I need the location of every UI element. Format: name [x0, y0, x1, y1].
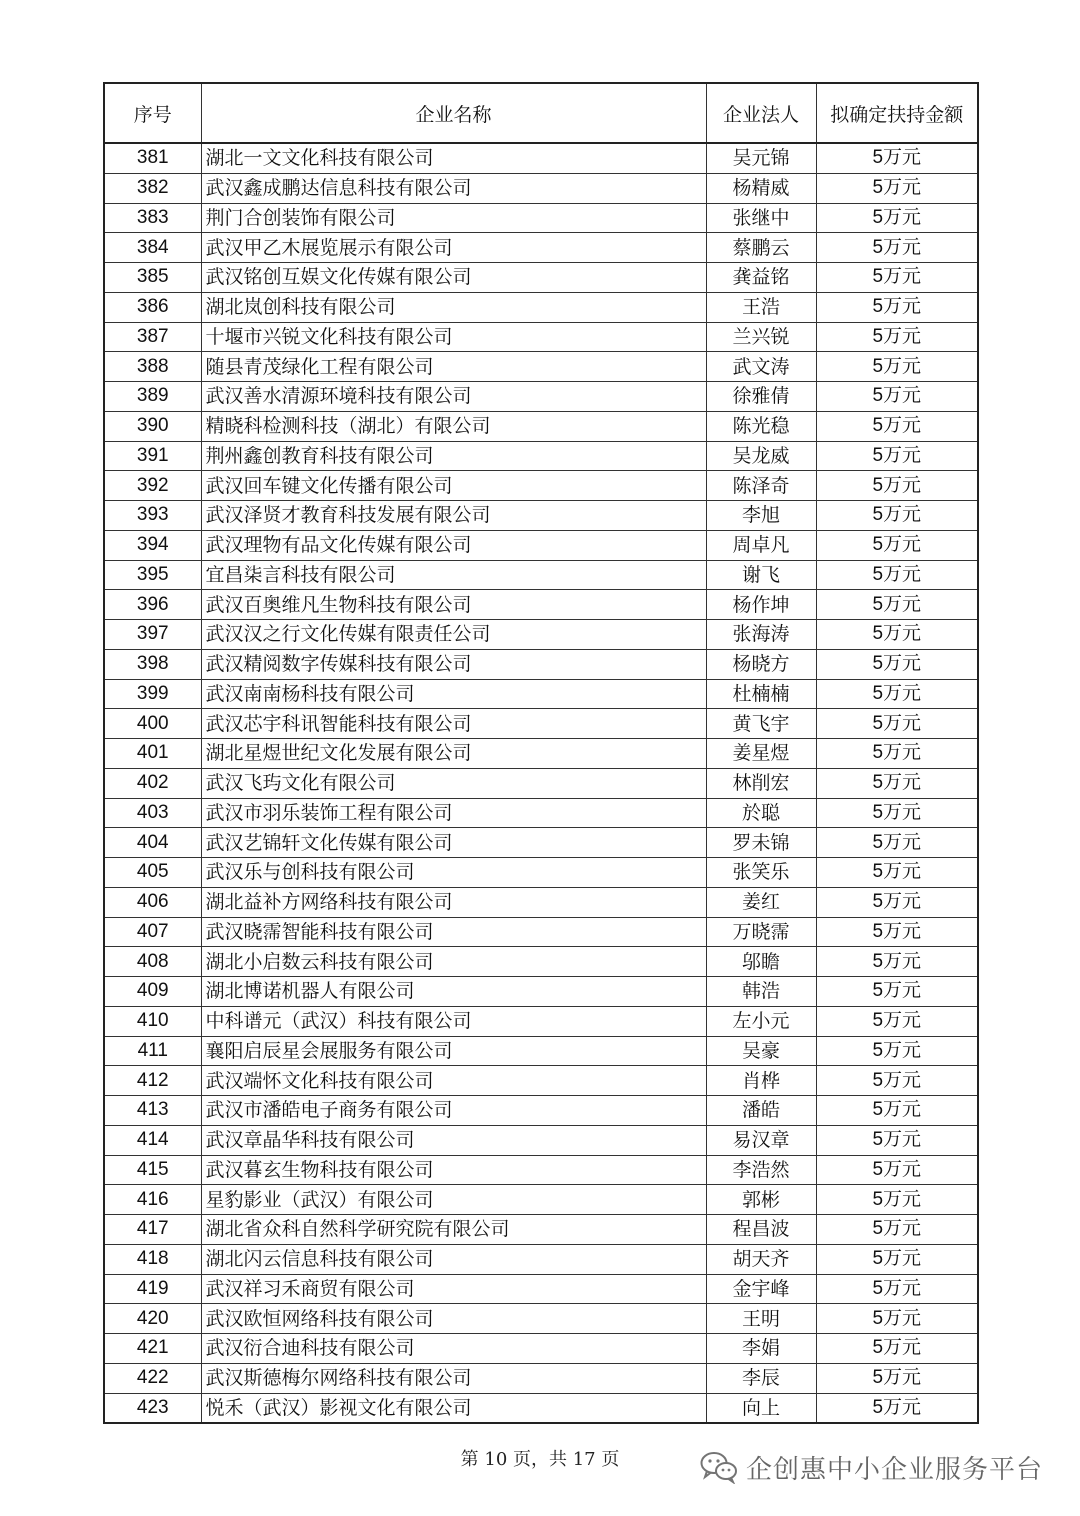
cell-serial-number: 394: [104, 530, 201, 560]
table-row: [104, 947, 978, 977]
header-serial-number: 序号: [104, 83, 201, 143]
cell-legal-representative: 杨作坤: [706, 590, 816, 620]
cell-serial-number: 393: [104, 501, 201, 531]
cell-company-name: 湖北小启数云科技有限公司: [201, 947, 706, 977]
cell-serial-number: 399: [104, 679, 201, 709]
cell-support-amount: 5万元: [816, 1363, 978, 1393]
cell-company-name: 武汉欧恒网络科技有限公司: [201, 1304, 706, 1334]
cell-legal-representative: 张海涛: [706, 620, 816, 650]
cell-company-name: 湖北博诺机器人有限公司: [201, 977, 706, 1007]
cell-company-name: 湖北岚创科技有限公司: [201, 292, 706, 322]
cell-legal-representative: 金宇峰: [706, 1274, 816, 1304]
header-company-name: 企业名称: [201, 83, 706, 143]
cell-legal-representative: 向上: [706, 1393, 816, 1423]
cell-support-amount: 5万元: [816, 1185, 978, 1215]
watermark: [700, 1447, 1043, 1487]
cell-company-name: 武汉芯宇科讯智能科技有限公司: [201, 709, 706, 739]
cell-legal-representative: 李旭: [706, 501, 816, 531]
cell-legal-representative: 邬瞻: [706, 947, 816, 977]
cell-company-name: 武汉南南杨科技有限公司: [201, 679, 706, 709]
table-row: [104, 501, 978, 531]
table-row: [104, 679, 978, 709]
cell-legal-representative: 王浩: [706, 292, 816, 322]
cell-support-amount: 5万元: [816, 411, 978, 441]
cell-company-name: 星豹影业（武汉）有限公司: [201, 1185, 706, 1215]
cell-legal-representative: 黄飞宇: [706, 709, 816, 739]
cell-company-name: 湖北星煜世纪文化发展有限公司: [201, 739, 706, 769]
cell-serial-number: 413: [104, 1096, 201, 1126]
cell-company-name: 武汉百奥维凡生物科技有限公司: [201, 590, 706, 620]
cell-support-amount: 5万元: [816, 1274, 978, 1304]
table-row: [104, 590, 978, 620]
cell-serial-number: 406: [104, 887, 201, 917]
cell-legal-representative: 吴元锦: [706, 143, 816, 173]
cell-legal-representative: 万晓霈: [706, 917, 816, 947]
table-row: [104, 1185, 978, 1215]
cell-serial-number: 410: [104, 1006, 201, 1036]
cell-serial-number: 386: [104, 292, 201, 322]
cell-company-name: 荆州鑫创教育科技有限公司: [201, 441, 706, 471]
cell-legal-representative: 周卓凡: [706, 530, 816, 560]
table-header-row: [104, 83, 978, 143]
table-row: [104, 977, 978, 1007]
cell-support-amount: 5万元: [816, 1125, 978, 1155]
cell-legal-representative: 李浩然: [706, 1155, 816, 1185]
table-row: [104, 649, 978, 679]
cell-company-name: 武汉鑫成鹏达信息科技有限公司: [201, 173, 706, 203]
cell-company-name: 武汉衍合迪科技有限公司: [201, 1334, 706, 1364]
table-row: [104, 1125, 978, 1155]
cell-support-amount: 5万元: [816, 768, 978, 798]
cell-company-name: 武汉汉之行文化传媒有限责任公司: [201, 620, 706, 650]
cell-legal-representative: 杨精威: [706, 173, 816, 203]
cell-company-name: 武汉甲乙木展览展示有限公司: [201, 233, 706, 263]
cell-support-amount: 5万元: [816, 322, 978, 352]
cell-serial-number: 389: [104, 382, 201, 412]
cell-company-name: 武汉端怀文化科技有限公司: [201, 1066, 706, 1096]
cell-support-amount: 5万元: [816, 947, 978, 977]
table-row: [104, 887, 978, 917]
cell-serial-number: 408: [104, 947, 201, 977]
cell-legal-representative: 李辰: [706, 1363, 816, 1393]
cell-serial-number: 391: [104, 441, 201, 471]
cell-support-amount: 5万元: [816, 173, 978, 203]
cell-legal-representative: 谢飞: [706, 560, 816, 590]
cell-company-name: 武汉善水清源环境科技有限公司: [201, 382, 706, 412]
cell-legal-representative: 姜星煜: [706, 739, 816, 769]
cell-company-name: 武汉理物有品文化传媒有限公司: [201, 530, 706, 560]
cell-company-name: 武汉市潘皓电子商务有限公司: [201, 1096, 706, 1126]
cell-serial-number: 416: [104, 1185, 201, 1215]
table-row: [104, 858, 978, 888]
table-row: [104, 620, 978, 650]
cell-legal-representative: 於聪: [706, 798, 816, 828]
cell-company-name: 武汉回车键文化传播有限公司: [201, 471, 706, 501]
cell-support-amount: 5万元: [816, 887, 978, 917]
cell-serial-number: 390: [104, 411, 201, 441]
cell-company-name: 武汉铭创互娱文化传媒有限公司: [201, 263, 706, 293]
cell-serial-number: 418: [104, 1244, 201, 1274]
cell-serial-number: 382: [104, 173, 201, 203]
table-row: [104, 263, 978, 293]
table-row: [104, 530, 978, 560]
cell-company-name: 悦禾（武汉）影视文化有限公司: [201, 1393, 706, 1423]
table-row: [104, 173, 978, 203]
table-row: [104, 1274, 978, 1304]
table-row: [104, 1155, 978, 1185]
cell-support-amount: 5万元: [816, 1036, 978, 1066]
cell-legal-representative: 吴豪: [706, 1036, 816, 1066]
cell-company-name: 宜昌柒言科技有限公司: [201, 560, 706, 590]
cell-company-name: 湖北闪云信息科技有限公司: [201, 1244, 706, 1274]
cell-support-amount: 5万元: [816, 1393, 978, 1423]
cell-serial-number: 395: [104, 560, 201, 590]
table-row: [104, 828, 978, 858]
cell-legal-representative: 王明: [706, 1304, 816, 1334]
table-row: [104, 1393, 978, 1423]
cell-company-name: 武汉泽贤才教育科技发展有限公司: [201, 501, 706, 531]
cell-serial-number: 392: [104, 471, 201, 501]
cell-support-amount: 5万元: [816, 1006, 978, 1036]
cell-company-name: 武汉飞玙文化有限公司: [201, 768, 706, 798]
cell-serial-number: 421: [104, 1334, 201, 1364]
table-row: [104, 560, 978, 590]
cell-company-name: 湖北一文文化科技有限公司: [201, 143, 706, 173]
cell-serial-number: 402: [104, 768, 201, 798]
table-row: [104, 233, 978, 263]
cell-company-name: 武汉市羽乐装饰工程有限公司: [201, 798, 706, 828]
cell-legal-representative: 韩浩: [706, 977, 816, 1007]
cell-company-name: 武汉精阅数字传媒科技有限公司: [201, 649, 706, 679]
cell-support-amount: 5万元: [816, 977, 978, 1007]
cell-support-amount: 5万元: [816, 143, 978, 173]
cell-serial-number: 404: [104, 828, 201, 858]
cell-support-amount: 5万元: [816, 530, 978, 560]
cell-support-amount: 5万元: [816, 858, 978, 888]
cell-legal-representative: 程昌波: [706, 1215, 816, 1245]
cell-company-name: 中科谱元（武汉）科技有限公司: [201, 1006, 706, 1036]
table-row: [104, 1304, 978, 1334]
cell-support-amount: 5万元: [816, 1304, 978, 1334]
table-row: [104, 352, 978, 382]
cell-support-amount: 5万元: [816, 917, 978, 947]
cell-company-name: 湖北省众科自然科学研究院有限公司: [201, 1215, 706, 1245]
cell-support-amount: 5万元: [816, 1155, 978, 1185]
cell-serial-number: 422: [104, 1363, 201, 1393]
cell-serial-number: 396: [104, 590, 201, 620]
cell-legal-representative: 杜楠楠: [706, 679, 816, 709]
table-row: [104, 1006, 978, 1036]
table-row: [104, 768, 978, 798]
table-row: [104, 143, 978, 173]
table-row: [104, 203, 978, 233]
cell-serial-number: 384: [104, 233, 201, 263]
cell-serial-number: 381: [104, 143, 201, 173]
cell-support-amount: 5万元: [816, 709, 978, 739]
cell-company-name: 襄阳启辰星会展服务有限公司: [201, 1036, 706, 1066]
enterprise-list-table: [103, 82, 979, 1424]
cell-support-amount: 5万元: [816, 501, 978, 531]
table-row: [104, 1363, 978, 1393]
cell-serial-number: 385: [104, 263, 201, 293]
cell-legal-representative: 龚益铭: [706, 263, 816, 293]
cell-support-amount: 5万元: [816, 739, 978, 769]
cell-serial-number: 417: [104, 1215, 201, 1245]
cell-support-amount: 5万元: [816, 620, 978, 650]
cell-support-amount: 5万元: [816, 292, 978, 322]
cell-support-amount: 5万元: [816, 560, 978, 590]
table-row: [104, 1096, 978, 1126]
table-row: [104, 739, 978, 769]
cell-legal-representative: 陈光稳: [706, 411, 816, 441]
cell-legal-representative: 吴龙威: [706, 441, 816, 471]
cell-serial-number: 398: [104, 649, 201, 679]
cell-support-amount: 5万元: [816, 233, 978, 263]
cell-company-name: 武汉斯德梅尔网络科技有限公司: [201, 1363, 706, 1393]
header-support-amount: 拟确定扶持金额: [816, 83, 978, 143]
table-row: [104, 1244, 978, 1274]
table-row: [104, 1215, 978, 1245]
cell-company-name: 武汉暮玄生物科技有限公司: [201, 1155, 706, 1185]
cell-legal-representative: 陈泽奇: [706, 471, 816, 501]
cell-serial-number: 383: [104, 203, 201, 233]
cell-support-amount: 5万元: [816, 649, 978, 679]
cell-legal-representative: 张笑乐: [706, 858, 816, 888]
cell-support-amount: 5万元: [816, 1334, 978, 1364]
cell-legal-representative: 杨晓方: [706, 649, 816, 679]
wechat-icon: [700, 1450, 738, 1484]
table-row: [104, 411, 978, 441]
table-row: [104, 441, 978, 471]
cell-legal-representative: 易汉章: [706, 1125, 816, 1155]
cell-company-name: 湖北益补方网络科技有限公司: [201, 887, 706, 917]
cell-legal-representative: 罗未锦: [706, 828, 816, 858]
cell-company-name: 十堰市兴锐文化科技有限公司: [201, 322, 706, 352]
cell-legal-representative: 武文涛: [706, 352, 816, 382]
cell-legal-representative: 郭彬: [706, 1185, 816, 1215]
table-row: [104, 798, 978, 828]
table-row: [104, 1036, 978, 1066]
cell-support-amount: 5万元: [816, 1215, 978, 1245]
cell-support-amount: 5万元: [816, 382, 978, 412]
table-row: [104, 1066, 978, 1096]
cell-serial-number: 414: [104, 1125, 201, 1155]
cell-serial-number: 387: [104, 322, 201, 352]
cell-serial-number: 403: [104, 798, 201, 828]
table-body: [104, 143, 978, 1423]
cell-company-name: 随县青茂绿化工程有限公司: [201, 352, 706, 382]
cell-support-amount: 5万元: [816, 590, 978, 620]
cell-legal-representative: 姜红: [706, 887, 816, 917]
table-row: [104, 382, 978, 412]
table-row: [104, 709, 978, 739]
cell-legal-representative: 李娟: [706, 1334, 816, 1364]
cell-support-amount: 5万元: [816, 441, 978, 471]
cell-serial-number: 407: [104, 917, 201, 947]
page-number-text: 第 10 页，共 17 页: [460, 1449, 620, 1470]
cell-serial-number: 423: [104, 1393, 201, 1423]
cell-serial-number: 420: [104, 1304, 201, 1334]
cell-serial-number: 411: [104, 1036, 201, 1066]
cell-legal-representative: 胡天齐: [706, 1244, 816, 1274]
cell-serial-number: 400: [104, 709, 201, 739]
cell-support-amount: 5万元: [816, 203, 978, 233]
cell-company-name: 精晓科检测科技（湖北）有限公司: [201, 411, 706, 441]
cell-legal-representative: 蔡鹏云: [706, 233, 816, 263]
cell-support-amount: 5万元: [816, 1066, 978, 1096]
table-row: [104, 471, 978, 501]
table-row: [104, 292, 978, 322]
cell-serial-number: 405: [104, 858, 201, 888]
cell-support-amount: 5万元: [816, 352, 978, 382]
watermark-text: 企创惠中小企业服务平台: [746, 1454, 1044, 1485]
cell-serial-number: 412: [104, 1066, 201, 1096]
cell-legal-representative: 张继中: [706, 203, 816, 233]
cell-legal-representative: 林削宏: [706, 768, 816, 798]
cell-company-name: 武汉祥习禾商贸有限公司: [201, 1274, 706, 1304]
cell-company-name: 武汉乐与创科技有限公司: [201, 858, 706, 888]
table-row: [104, 917, 978, 947]
cell-legal-representative: 肖桦: [706, 1066, 816, 1096]
cell-support-amount: 5万元: [816, 679, 978, 709]
cell-serial-number: 401: [104, 739, 201, 769]
cell-company-name: 荆门合创装饰有限公司: [201, 203, 706, 233]
cell-legal-representative: 徐雅倩: [706, 382, 816, 412]
cell-serial-number: 415: [104, 1155, 201, 1185]
cell-legal-representative: 潘皓: [706, 1096, 816, 1126]
header-legal-representative: 企业法人: [706, 83, 816, 143]
cell-support-amount: 5万元: [816, 798, 978, 828]
cell-serial-number: 419: [104, 1274, 201, 1304]
cell-serial-number: 409: [104, 977, 201, 1007]
cell-company-name: 武汉晓霈智能科技有限公司: [201, 917, 706, 947]
table-row: [104, 322, 978, 352]
cell-legal-representative: 兰兴锐: [706, 322, 816, 352]
cell-support-amount: 5万元: [816, 471, 978, 501]
cell-legal-representative: 左小元: [706, 1006, 816, 1036]
table-row: [104, 1334, 978, 1364]
cell-support-amount: 5万元: [816, 1096, 978, 1126]
cell-support-amount: 5万元: [816, 1244, 978, 1274]
cell-serial-number: 388: [104, 352, 201, 382]
cell-company-name: 武汉章晶华科技有限公司: [201, 1125, 706, 1155]
cell-company-name: 武汉艺锦轩文化传媒有限公司: [201, 828, 706, 858]
cell-support-amount: 5万元: [816, 263, 978, 293]
cell-serial-number: 397: [104, 620, 201, 650]
cell-support-amount: 5万元: [816, 828, 978, 858]
